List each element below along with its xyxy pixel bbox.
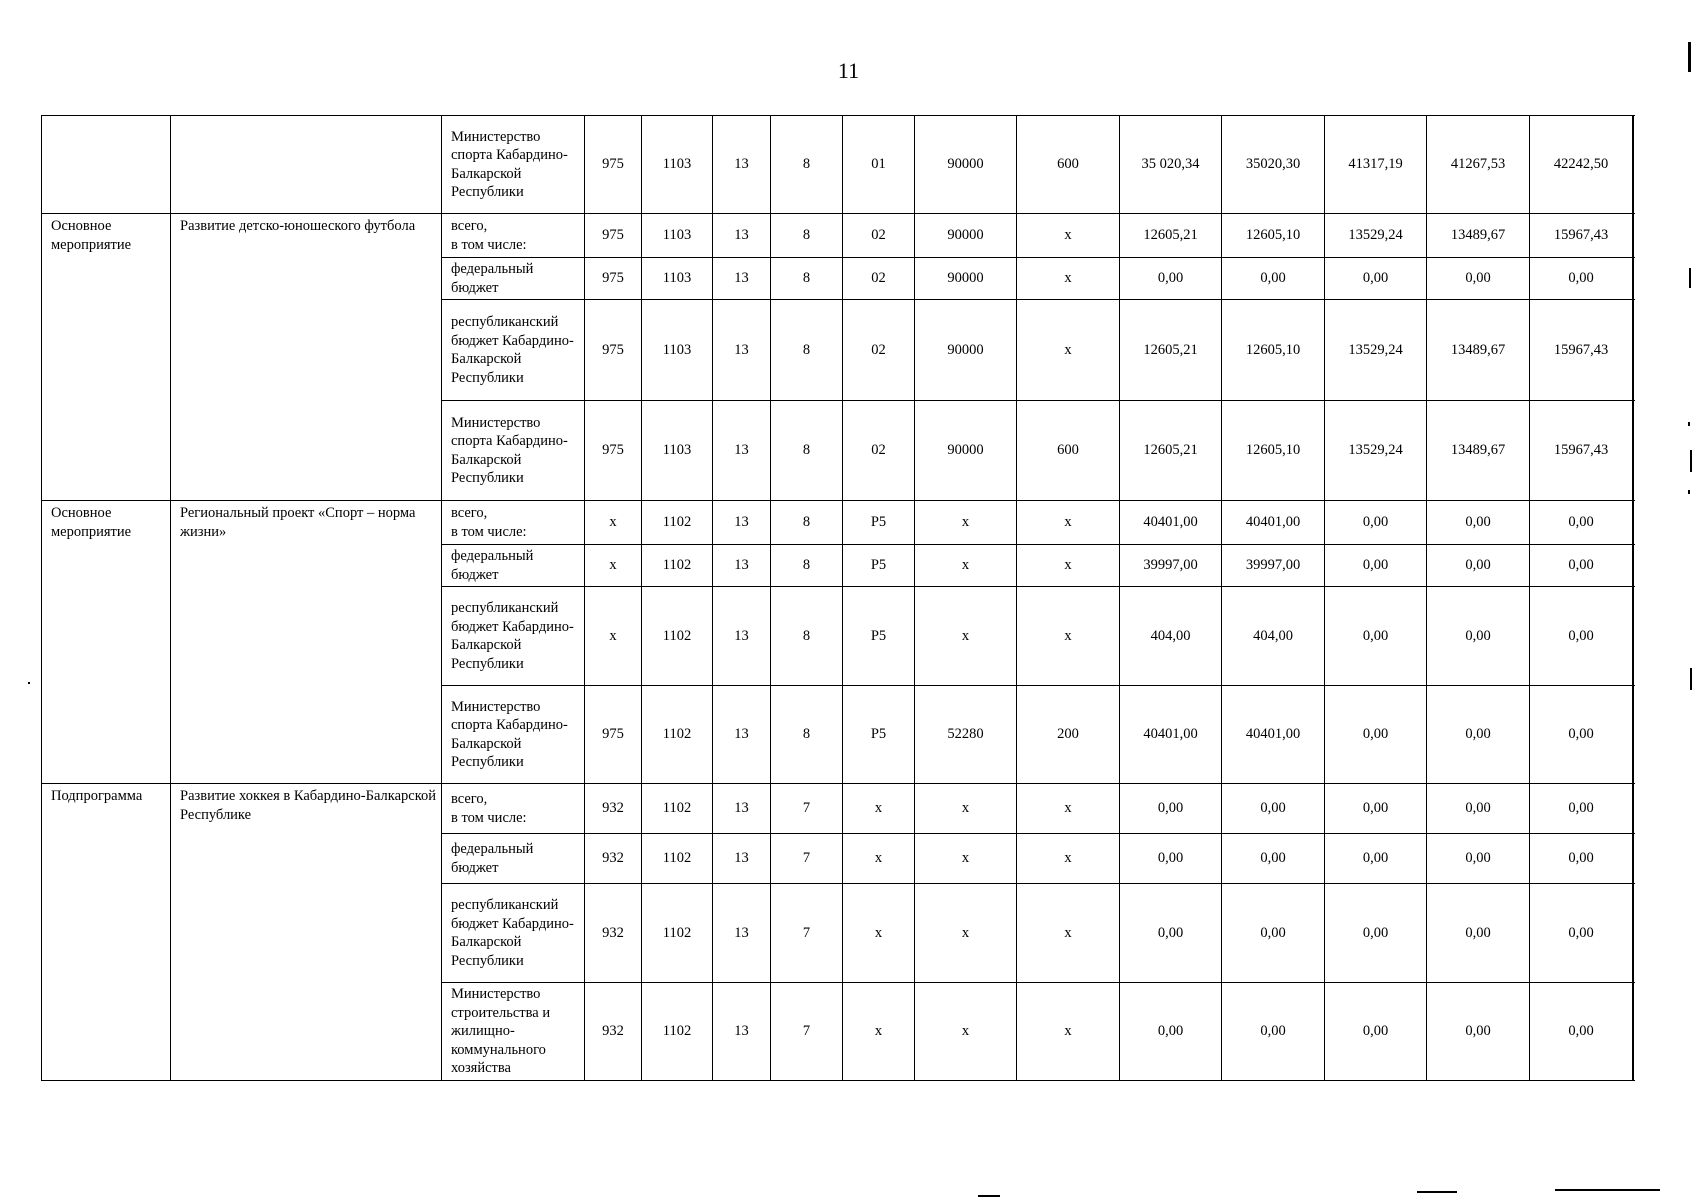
- value-cell: [1633, 784, 1634, 834]
- value-cell: 90000: [915, 401, 1017, 501]
- value-cell: [1633, 983, 1634, 1081]
- value-cell: [1633, 834, 1634, 884]
- value-cell: x: [1017, 214, 1120, 258]
- value-cell: 12605,21: [1120, 401, 1222, 501]
- scan-mark: [978, 1195, 1000, 1197]
- value-cell: 02: [843, 300, 915, 401]
- value-cell: 1103: [642, 214, 713, 258]
- value-cell: 8: [771, 214, 843, 258]
- value-cell: x: [585, 501, 642, 545]
- value-cell: 13: [713, 784, 771, 834]
- row-name-cell: [171, 116, 442, 214]
- value-cell: 0,00: [1530, 545, 1633, 587]
- value-cell: 975: [585, 258, 642, 300]
- value-cell: 01: [843, 116, 915, 214]
- table-row: [42, 501, 1634, 545]
- value-cell: x: [1017, 300, 1120, 401]
- value-cell: 15967,43: [1530, 214, 1633, 258]
- value-cell: 404,00: [1222, 587, 1325, 686]
- value-cell: x: [843, 834, 915, 884]
- value-cell: 35 020,34: [1120, 116, 1222, 214]
- value-cell: 13489,67: [1427, 300, 1530, 401]
- value-cell: 0,00: [1427, 587, 1530, 686]
- scan-mark: [1688, 422, 1690, 426]
- value-cell: 40401,00: [1120, 501, 1222, 545]
- value-cell: x: [1017, 501, 1120, 545]
- row-name-cell: Развитие детско-юношеского футбола: [171, 214, 442, 501]
- row-type-cell: [42, 116, 171, 214]
- value-cell: x: [1017, 258, 1120, 300]
- value-cell: 8: [771, 587, 843, 686]
- value-cell: 15967,43: [1530, 401, 1633, 501]
- value-cell: 8: [771, 501, 843, 545]
- value-cell: 0,00: [1427, 501, 1530, 545]
- value-cell: x: [1017, 983, 1120, 1081]
- funding-source-cell: Министерство спорта Кабардино-Балкарской Республики: [442, 401, 585, 501]
- value-cell: 13: [713, 686, 771, 784]
- value-cell: 7: [771, 784, 843, 834]
- value-cell: 40401,00: [1120, 686, 1222, 784]
- scan-mark: [1688, 42, 1691, 72]
- value-cell: 1102: [642, 545, 713, 587]
- budget-table: [41, 115, 1634, 1081]
- table-row: [42, 116, 1634, 214]
- value-cell: 15967,43: [1530, 300, 1633, 401]
- row-type-cell: Основное мероприятие: [42, 501, 171, 784]
- funding-source-cell: всего, в том числе:: [442, 501, 585, 545]
- scan-mark: [1555, 1189, 1660, 1191]
- value-cell: x: [915, 983, 1017, 1081]
- funding-source-cell: федеральный бюджет: [442, 834, 585, 884]
- value-cell: 0,00: [1530, 983, 1633, 1081]
- table-body: [42, 116, 1634, 1081]
- value-cell: 1103: [642, 116, 713, 214]
- value-cell: 0,00: [1120, 784, 1222, 834]
- funding-source-cell: федеральный бюджет: [442, 258, 585, 300]
- value-cell: [1633, 300, 1634, 401]
- value-cell: [1633, 884, 1634, 983]
- value-cell: 0,00: [1120, 884, 1222, 983]
- value-cell: 975: [585, 300, 642, 401]
- value-cell: 0,00: [1530, 587, 1633, 686]
- value-cell: 600: [1017, 401, 1120, 501]
- funding-source-cell: республиканский бюджет Кабардино-Балкарской Республики: [442, 300, 585, 401]
- value-cell: 932: [585, 884, 642, 983]
- value-cell: 932: [585, 983, 642, 1081]
- value-cell: 13: [713, 300, 771, 401]
- funding-source-cell: республиканский бюджет Кабардино-Балкарской Республики: [442, 884, 585, 983]
- value-cell: 0,00: [1427, 983, 1530, 1081]
- table-row: [42, 784, 1634, 834]
- value-cell: 7: [771, 983, 843, 1081]
- value-cell: x: [843, 983, 915, 1081]
- value-cell: 0,00: [1530, 686, 1633, 784]
- value-cell: 0,00: [1427, 258, 1530, 300]
- value-cell: 13: [713, 587, 771, 686]
- value-cell: 41317,19: [1325, 116, 1427, 214]
- value-cell: [1633, 401, 1634, 501]
- value-cell: 0,00: [1427, 884, 1530, 983]
- value-cell: 1102: [642, 784, 713, 834]
- funding-source-cell: всего, в том числе:: [442, 214, 585, 258]
- value-cell: 8: [771, 401, 843, 501]
- value-cell: P5: [843, 545, 915, 587]
- value-cell: 90000: [915, 214, 1017, 258]
- value-cell: x: [843, 784, 915, 834]
- value-cell: x: [1017, 545, 1120, 587]
- value-cell: 1103: [642, 300, 713, 401]
- value-cell: 40401,00: [1222, 501, 1325, 545]
- value-cell: 0,00: [1325, 884, 1427, 983]
- value-cell: 0,00: [1427, 784, 1530, 834]
- value-cell: x: [915, 784, 1017, 834]
- page-number: 11: [837, 58, 860, 83]
- value-cell: 975: [585, 686, 642, 784]
- value-cell: 0,00: [1530, 258, 1633, 300]
- value-cell: P5: [843, 686, 915, 784]
- value-cell: 0,00: [1325, 784, 1427, 834]
- value-cell: 932: [585, 784, 642, 834]
- value-cell: 02: [843, 258, 915, 300]
- value-cell: 8: [771, 686, 843, 784]
- value-cell: 13529,24: [1325, 401, 1427, 501]
- value-cell: 90000: [915, 258, 1017, 300]
- row-type-cell: Подпрограмма: [42, 784, 171, 1081]
- value-cell: 13: [713, 401, 771, 501]
- value-cell: 200: [1017, 686, 1120, 784]
- value-cell: 13489,67: [1427, 214, 1530, 258]
- funding-source-cell: республиканский бюджет Кабардино-Балкарской Республики: [442, 587, 585, 686]
- value-cell: 0,00: [1222, 834, 1325, 884]
- scan-mark: [1417, 1191, 1457, 1193]
- value-cell: 02: [843, 214, 915, 258]
- value-cell: x: [843, 884, 915, 983]
- value-cell: x: [915, 545, 1017, 587]
- value-cell: 13: [713, 501, 771, 545]
- value-cell: 13: [713, 545, 771, 587]
- table-row: [42, 214, 1634, 258]
- value-cell: 12605,21: [1120, 300, 1222, 401]
- value-cell: [1633, 501, 1634, 545]
- value-cell: x: [585, 545, 642, 587]
- value-cell: 90000: [915, 116, 1017, 214]
- value-cell: 40401,00: [1222, 686, 1325, 784]
- value-cell: 0,00: [1427, 545, 1530, 587]
- value-cell: 0,00: [1427, 834, 1530, 884]
- value-cell: 1102: [642, 834, 713, 884]
- value-cell: 8: [771, 258, 843, 300]
- value-cell: 0,00: [1325, 686, 1427, 784]
- funding-source-cell: Министерство спорта Кабардино-Балкарской Республики: [442, 116, 585, 214]
- scan-mark: [1689, 268, 1691, 288]
- value-cell: 0,00: [1325, 834, 1427, 884]
- value-cell: 13: [713, 258, 771, 300]
- value-cell: 1103: [642, 258, 713, 300]
- value-cell: 404,00: [1120, 587, 1222, 686]
- value-cell: 0,00: [1222, 258, 1325, 300]
- value-cell: 0,00: [1325, 258, 1427, 300]
- value-cell: 13: [713, 214, 771, 258]
- value-cell: 39997,00: [1222, 545, 1325, 587]
- value-cell: 12605,10: [1222, 401, 1325, 501]
- value-cell: 7: [771, 884, 843, 983]
- value-cell: 0,00: [1530, 501, 1633, 545]
- scan-mark: [1688, 490, 1690, 494]
- value-cell: 7: [771, 834, 843, 884]
- value-cell: P5: [843, 587, 915, 686]
- value-cell: 0,00: [1530, 834, 1633, 884]
- value-cell: x: [915, 587, 1017, 686]
- value-cell: 13: [713, 884, 771, 983]
- value-cell: [1633, 214, 1634, 258]
- value-cell: [1633, 587, 1634, 686]
- value-cell: 1103: [642, 401, 713, 501]
- value-cell: 0,00: [1530, 884, 1633, 983]
- value-cell: 0,00: [1530, 784, 1633, 834]
- row-name-cell: Развитие хоккея в Кабардино-Балкарской Республике: [171, 784, 442, 1081]
- value-cell: 0,00: [1120, 834, 1222, 884]
- value-cell: 41267,53: [1427, 116, 1530, 214]
- value-cell: 13529,24: [1325, 300, 1427, 401]
- value-cell: x: [1017, 884, 1120, 983]
- value-cell: x: [585, 587, 642, 686]
- value-cell: 12605,10: [1222, 214, 1325, 258]
- value-cell: 02: [843, 401, 915, 501]
- value-cell: 0,00: [1325, 587, 1427, 686]
- value-cell: [1633, 258, 1634, 300]
- value-cell: 1102: [642, 884, 713, 983]
- value-cell: x: [915, 834, 1017, 884]
- value-cell: 1102: [642, 686, 713, 784]
- value-cell: 932: [585, 834, 642, 884]
- funding-source-cell: Министерство спорта Кабардино-Балкарской Республики: [442, 686, 585, 784]
- value-cell: 1102: [642, 983, 713, 1081]
- value-cell: [1633, 686, 1634, 784]
- value-cell: 13489,67: [1427, 401, 1530, 501]
- value-cell: 0,00: [1325, 501, 1427, 545]
- value-cell: x: [1017, 834, 1120, 884]
- value-cell: 13529,24: [1325, 214, 1427, 258]
- row-name-cell: Региональный проект «Спорт – норма жизни»: [171, 501, 442, 784]
- value-cell: 600: [1017, 116, 1120, 214]
- value-cell: 975: [585, 116, 642, 214]
- value-cell: 0,00: [1325, 983, 1427, 1081]
- value-cell: x: [1017, 784, 1120, 834]
- value-cell: 8: [771, 545, 843, 587]
- value-cell: 52280: [915, 686, 1017, 784]
- value-cell: 39997,00: [1120, 545, 1222, 587]
- row-type-cell: Основное мероприятие: [42, 214, 171, 501]
- value-cell: 90000: [915, 300, 1017, 401]
- value-cell: P5: [843, 501, 915, 545]
- funding-source-cell: всего, в том числе:: [442, 784, 585, 834]
- value-cell: 8: [771, 300, 843, 401]
- value-cell: 13: [713, 116, 771, 214]
- value-cell: 0,00: [1120, 258, 1222, 300]
- value-cell: 12605,21: [1120, 214, 1222, 258]
- funding-source-cell: федеральный бюджет: [442, 545, 585, 587]
- value-cell: 0,00: [1427, 686, 1530, 784]
- value-cell: 42242,50: [1530, 116, 1633, 214]
- scan-mark: [28, 682, 30, 684]
- value-cell: 975: [585, 401, 642, 501]
- value-cell: x: [915, 501, 1017, 545]
- scan-mark: [1690, 668, 1692, 690]
- value-cell: 1102: [642, 501, 713, 545]
- value-cell: 0,00: [1222, 983, 1325, 1081]
- value-cell: x: [1017, 587, 1120, 686]
- value-cell: 8: [771, 116, 843, 214]
- value-cell: 12605,10: [1222, 300, 1325, 401]
- value-cell: 975: [585, 214, 642, 258]
- value-cell: 1102: [642, 587, 713, 686]
- value-cell: 35020,30: [1222, 116, 1325, 214]
- funding-source-cell: Министерство строительства и жилищно-коммунального хозяйства: [442, 983, 585, 1081]
- scan-mark: [1690, 450, 1692, 472]
- value-cell: 0,00: [1325, 545, 1427, 587]
- value-cell: 13: [713, 834, 771, 884]
- value-cell: x: [915, 884, 1017, 983]
- value-cell: 0,00: [1120, 983, 1222, 1081]
- value-cell: [1633, 116, 1634, 214]
- value-cell: 0,00: [1222, 884, 1325, 983]
- value-cell: 0,00: [1222, 784, 1325, 834]
- value-cell: [1633, 545, 1634, 587]
- value-cell: 13: [713, 983, 771, 1081]
